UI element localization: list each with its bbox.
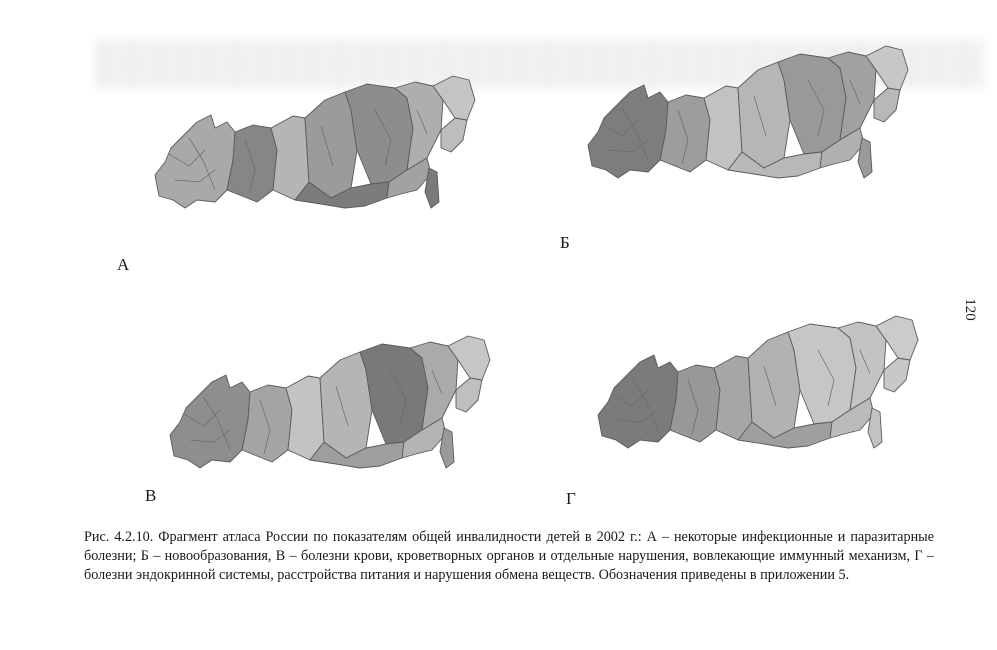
region-west xyxy=(170,375,250,468)
region-urals xyxy=(271,116,309,200)
russia-map-b xyxy=(578,40,918,190)
region-kamchatka xyxy=(874,88,900,122)
region-urals xyxy=(704,86,742,170)
panel-label-g: Г xyxy=(566,489,576,508)
region-wsib xyxy=(738,62,790,168)
region-siberia xyxy=(778,54,846,154)
region-volga xyxy=(227,125,277,202)
region-siberia xyxy=(360,344,428,444)
page-number: 120 xyxy=(961,298,978,321)
panel-label-a: А xyxy=(117,255,130,274)
region-kamchatka xyxy=(884,358,910,392)
region-kamchatka xyxy=(456,378,482,412)
figure-caption: Рис. 4.2.10. Фрагмент атласа России по показателям общей инвалидности детей в 2002 г.: А – некоторые инфекционные и паразитарные болезни; Б – новообразования, В – болезни крови, кроветворных органов и отдельные нарушения, вовлекающие иммунный механизм, Г – болезни эндокринной системы, расстройства питания и нарушения обмена веществ. Обозначения приведены в приложении 5. xyxy=(84,529,934,583)
russia-map-a xyxy=(145,70,485,220)
region-urals xyxy=(286,376,324,460)
region-west xyxy=(598,355,678,448)
region-urals xyxy=(714,356,752,440)
russia-map-v xyxy=(160,330,500,480)
panel-label-b: Б xyxy=(560,233,570,252)
map-panel-g xyxy=(588,310,928,460)
region-siberia xyxy=(345,84,413,184)
region-wsib xyxy=(320,352,372,458)
russia-map-g xyxy=(588,310,928,460)
region-west xyxy=(588,85,668,178)
region-wsib xyxy=(748,332,800,438)
panel-label-v: В xyxy=(145,486,157,505)
map-panel-a xyxy=(145,70,485,220)
region-west xyxy=(155,115,235,208)
map-panel-b xyxy=(578,40,918,190)
region-kamchatka xyxy=(441,118,467,152)
region-volga xyxy=(670,365,720,442)
region-volga xyxy=(242,385,292,462)
map-panel-v xyxy=(160,330,500,480)
region-wsib xyxy=(305,92,357,198)
region-volga xyxy=(660,95,710,172)
region-siberia xyxy=(788,324,856,424)
